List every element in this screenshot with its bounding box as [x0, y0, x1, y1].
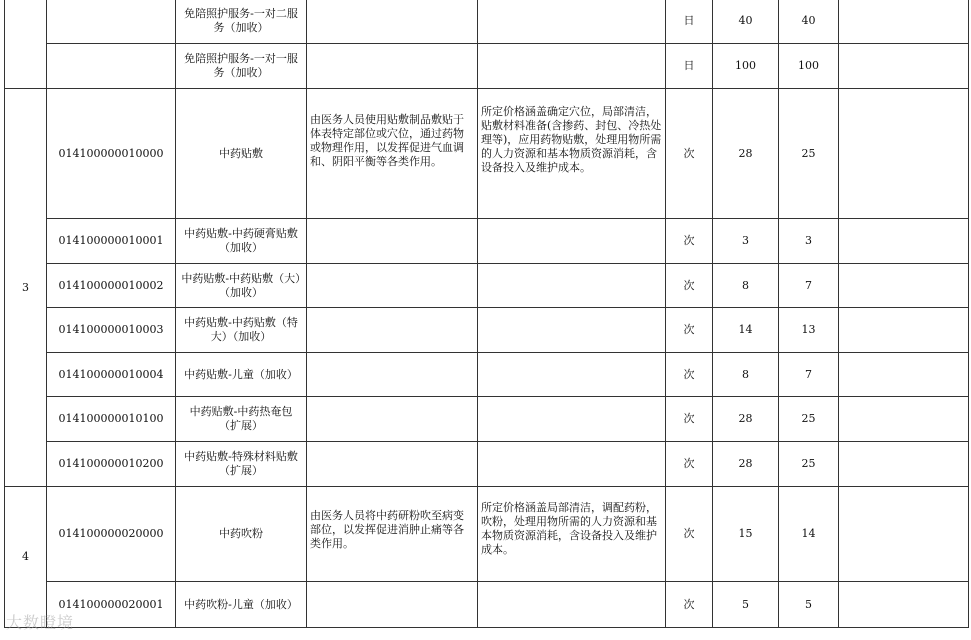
seq-cell: 4 [5, 487, 47, 628]
price-1-cell: 8 [713, 353, 779, 397]
content-cell: 由医务人员使用贴敷制品敷贴于体表特定部位或穴位，通过药物或物理作用，以发挥促进气血调和、阴阳平衡等各类作用。 [307, 89, 478, 219]
code-cell [47, 44, 176, 89]
table-row [5, 264, 969, 308]
content-cell: 由医务人员将中药研粉吹至病变部位，以发挥促进消肿止痛等各类作用。 [307, 487, 478, 582]
watermark: 大数瞪境 [6, 613, 75, 632]
code-cell: 014100000010002 [47, 264, 176, 308]
note-cell [839, 308, 969, 353]
unit-cell: 次 [666, 219, 713, 264]
item-name-cell: 中药贴敷-儿童（加收） [176, 353, 307, 397]
unit-cell: 次 [666, 397, 713, 442]
table-row [5, 308, 969, 353]
table-row [5, 44, 969, 89]
item-name-cell: 中药贴敷-中药贴敷（大）（加收） [176, 264, 307, 308]
note-cell [839, 0, 969, 44]
price-2-cell: 7 [779, 264, 839, 308]
item-name-cell: 免陪照护服务-一对二服务（加收） [176, 0, 307, 44]
content-cell [307, 442, 478, 487]
item-name-cell: 中药贴敷-中药贴敷（特大）（加收） [176, 308, 307, 353]
content-cell [307, 308, 478, 353]
table-row [5, 582, 969, 628]
table-row [5, 89, 969, 219]
code-cell: 014100000010003 [47, 308, 176, 353]
table-row [5, 219, 969, 264]
code-cell: 014100000010100 [47, 397, 176, 442]
scope-cell [478, 219, 666, 264]
price-1-cell: 28 [713, 442, 779, 487]
code-cell: 014100000010001 [47, 219, 176, 264]
code-cell: 014100000020000 [47, 487, 176, 582]
unit-cell: 次 [666, 487, 713, 582]
code-cell: 014100000020001 [47, 582, 176, 628]
price-2-cell: 14 [779, 487, 839, 582]
code-cell: 014100000010004 [47, 353, 176, 397]
price-1-cell: 28 [713, 397, 779, 442]
code-cell: 014100000010000 [47, 89, 176, 219]
item-name-cell: 中药吹粉 [176, 487, 307, 582]
price-1-cell: 28 [713, 89, 779, 219]
note-cell [839, 219, 969, 264]
code-cell: 014100000010200 [47, 442, 176, 487]
scope-cell [478, 308, 666, 353]
price-1-cell: 5 [713, 582, 779, 628]
price-2-cell: 40 [779, 0, 839, 44]
note-cell [839, 264, 969, 308]
scope-cell [478, 0, 666, 44]
price-table [4, 0, 969, 628]
price-2-cell: 25 [779, 89, 839, 219]
scope-cell [478, 442, 666, 487]
item-name-cell: 中药吹粉-儿童（加收） [176, 582, 307, 628]
scope-cell: 所定价格涵盖确定穴位，局部清洁，贴敷材料准备(含掺药、封包、冷热处理等)，应用药物贴敷，处理用物所需的人力资源和基本物质资源消耗，含设备投入及维护成本。 [478, 89, 666, 219]
content-cell [307, 44, 478, 89]
unit-cell: 日 [666, 0, 713, 44]
price-1-cell: 3 [713, 219, 779, 264]
unit-cell: 次 [666, 442, 713, 487]
scope-cell [478, 582, 666, 628]
item-name-cell: 中药贴敷-中药硬膏贴敷（加收） [176, 219, 307, 264]
price-2-cell: 25 [779, 442, 839, 487]
price-1-cell: 14 [713, 308, 779, 353]
scope-cell [478, 397, 666, 442]
price-2-cell: 3 [779, 219, 839, 264]
scope-cell [478, 264, 666, 308]
note-cell [839, 442, 969, 487]
note-cell [839, 487, 969, 582]
content-cell [307, 0, 478, 44]
price-2-cell: 100 [779, 44, 839, 89]
price-2-cell: 25 [779, 397, 839, 442]
table-row [5, 353, 969, 397]
item-name-cell: 中药贴敷-特殊材料贴敷（扩展） [176, 442, 307, 487]
item-name-cell: 免陪照护服务-一对一服务（加收） [176, 44, 307, 89]
content-cell [307, 219, 478, 264]
price-1-cell: 100 [713, 44, 779, 89]
unit-cell: 次 [666, 89, 713, 219]
scope-cell [478, 353, 666, 397]
unit-cell: 次 [666, 308, 713, 353]
price-1-cell: 40 [713, 0, 779, 44]
unit-cell: 日 [666, 44, 713, 89]
table-row [5, 442, 969, 487]
item-name-cell: 中药贴敷-中药热奄包（扩展） [176, 397, 307, 442]
item-name-cell: 中药贴敷 [176, 89, 307, 219]
seq-cell: 3 [5, 89, 47, 487]
code-cell [47, 0, 176, 44]
price-1-cell: 15 [713, 487, 779, 582]
note-cell [839, 397, 969, 442]
unit-cell: 次 [666, 582, 713, 628]
note-cell [839, 89, 969, 219]
price-2-cell: 13 [779, 308, 839, 353]
price-1-cell: 8 [713, 264, 779, 308]
content-cell [307, 264, 478, 308]
content-cell [307, 397, 478, 442]
unit-cell: 次 [666, 353, 713, 397]
note-cell [839, 582, 969, 628]
scope-cell: 所定价格涵盖局部清洁，调配药粉，吹粉，处理用物所需的人力资源和基本物质资源消耗，含设备投入及维护成本。 [478, 487, 666, 582]
content-cell [307, 353, 478, 397]
table-row [5, 397, 969, 442]
unit-cell: 次 [666, 264, 713, 308]
table-row [5, 487, 969, 582]
table-row [5, 0, 969, 44]
content-cell [307, 582, 478, 628]
price-2-cell: 7 [779, 353, 839, 397]
price-2-cell: 5 [779, 582, 839, 628]
scope-cell [478, 44, 666, 89]
seq-cell [5, 0, 47, 89]
note-cell [839, 44, 969, 89]
note-cell [839, 353, 969, 397]
